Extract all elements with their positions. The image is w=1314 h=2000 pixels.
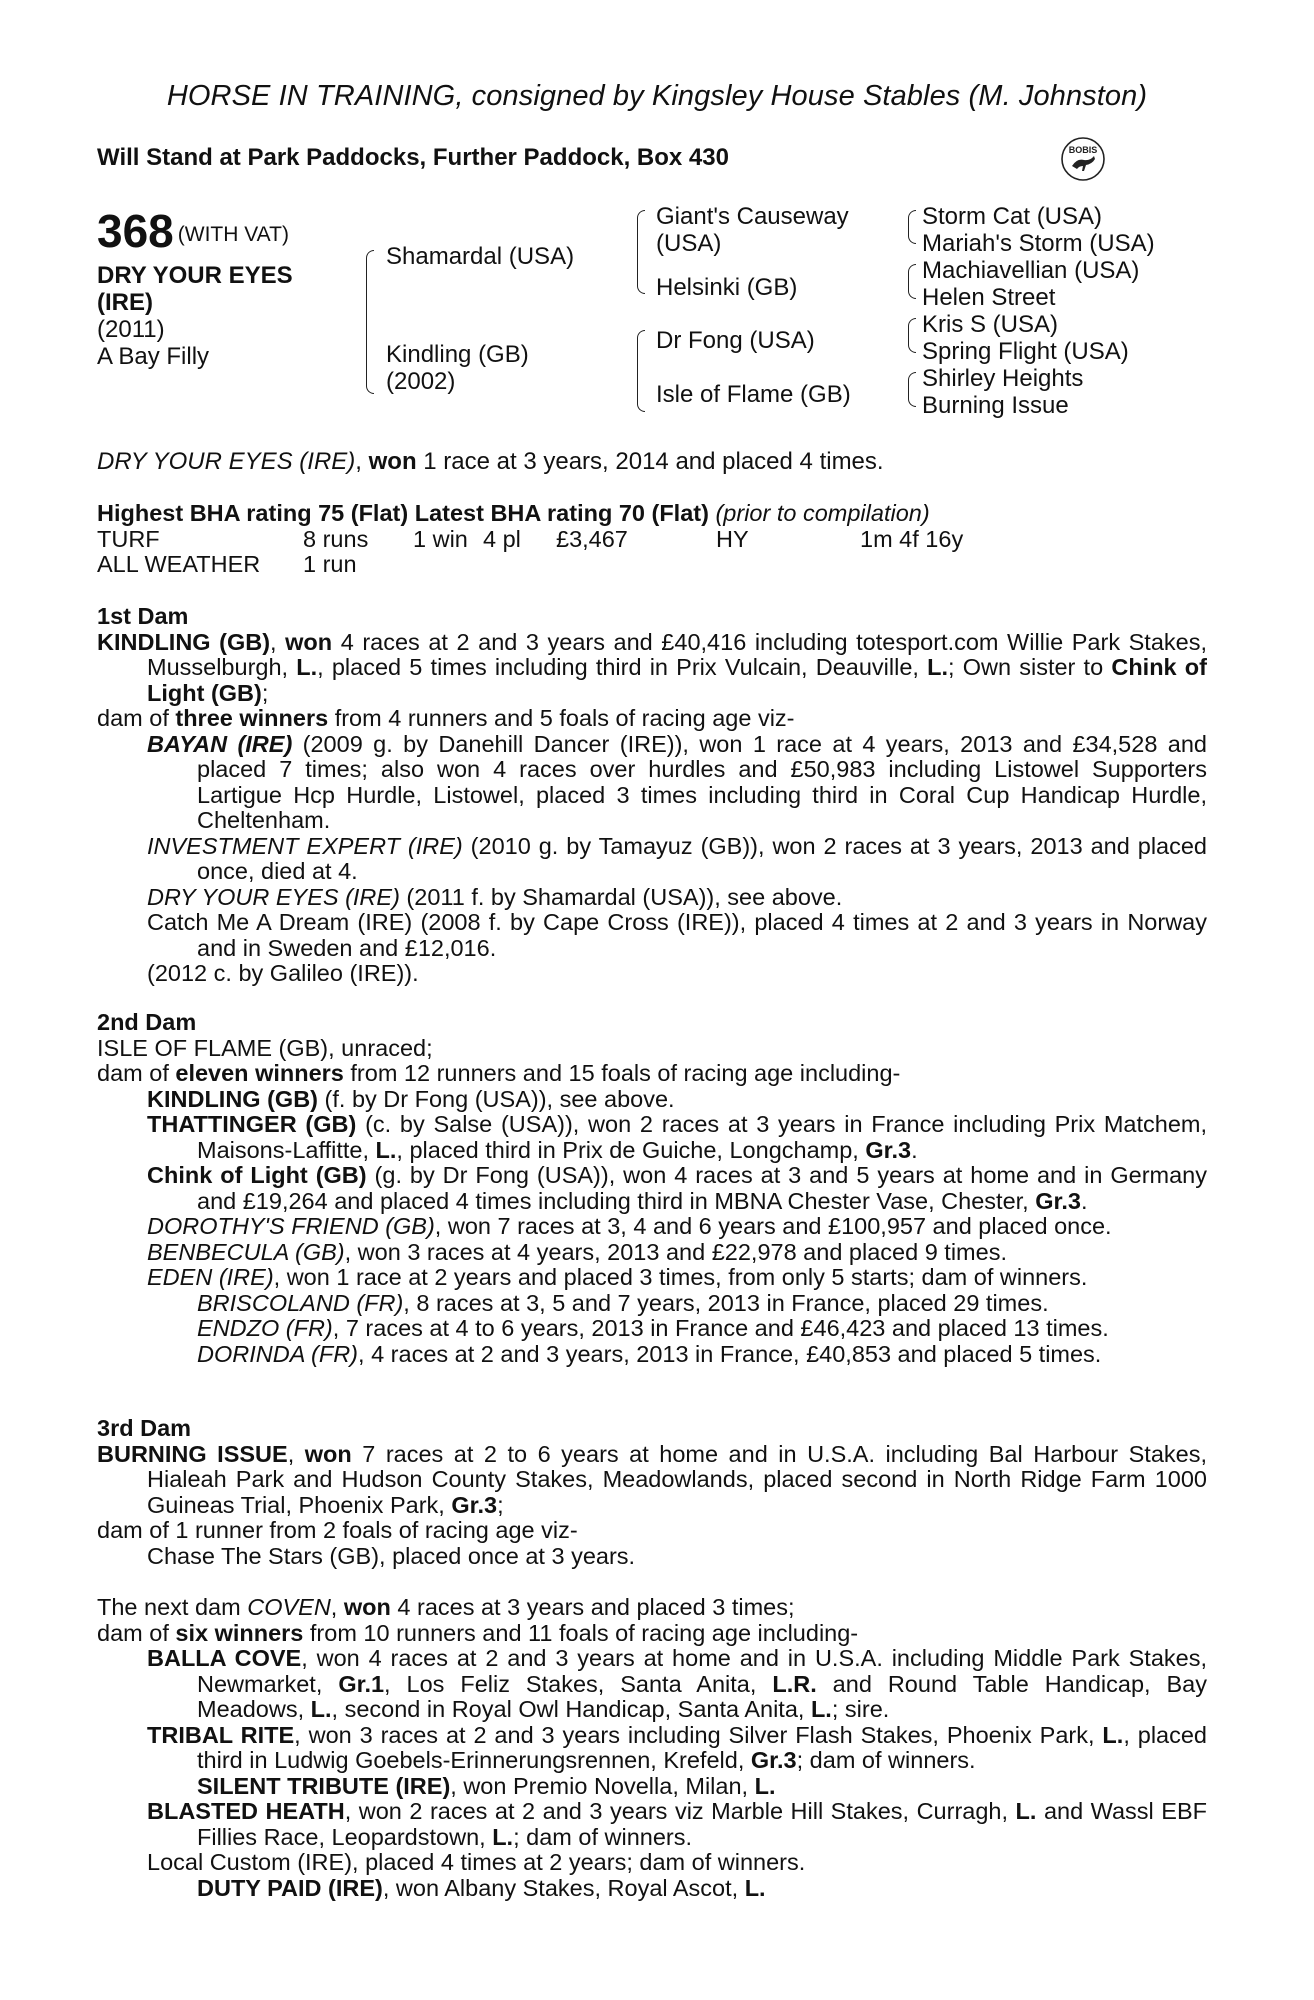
second-dam-heading: 2nd Dam [97,1009,197,1035]
turf-wins: 1 win [413,525,468,552]
page-title: HORSE IN TRAINING, consigned by Kingsley House Stables (M. Johnston) [166,80,1148,112]
turf-money: £3,467 [556,525,628,552]
third-dam-heading: 3rd Dam [97,1415,192,1441]
third-dam-section [97,1416,1207,1569]
pedigree-dam: Kindling (GB) [386,341,529,368]
pedigree-ddd: Burning Issue [922,392,1069,419]
produce-investment-expert: INVESTMENT EXPERT (IRE) (2010 g. by Tamayuz (GB)), won 2 races at 3 years, 2013 and placed once, died at 4. [147,832,1207,884]
turf-runs: 8 runs [303,525,369,552]
produce-eden: EDEN (IRE), won 1 race at 2 years and placed 3 times, from only 5 starts; dam of winners. [147,1264,1088,1290]
pedigree-dam-dam: Isle of Flame (GB) [656,381,851,408]
pedigree-brace-main [366,250,374,394]
rating-block [97,501,1207,578]
produce-chase-the-stars: Chase The Stars (GB), placed once at 3 years. [147,1542,636,1569]
second-dam-produce-intro: dam of eleven winners from 12 runners and 15 foals of racing age including- [97,1060,901,1086]
produce-tribal-rite: TRIBAL RITE, won 3 races at 2 and 3 years including Silver Flash Stakes, Phoenix Park, L., placed third in Ludwig Goebels-Erinnerungsrennen, Krefeld, Gr.3; dam of winners. [147,1721,1207,1773]
aw-label: ALL WEATHER [97,551,261,577]
pedigree-sire-dam: Helsinki (GB) [656,274,798,301]
next-dam-section [97,1595,1207,1901]
pedigree-brace-dd [908,372,916,407]
pedigree-brace-dam [637,330,645,412]
turf-going: HY [716,525,749,552]
turf-placed: 4 pl [483,525,521,552]
produce-dorinda: DORINDA (FR), 4 races at 2 and 3 years, 2013 in France, £40,853 and placed 5 times. [197,1340,1102,1367]
pedigree-brace-sire [637,210,645,294]
lot-number-block [97,206,289,260]
vat-label: (WITH VAT) [177,223,289,246]
produce-endzo: ENDZO (FR), 7 races at 4 to 6 years, 2013 in France and £46,423 and placed 13 times. [197,1315,1109,1341]
logo-text: BOBIS [1068,145,1098,155]
pedigree-sds: Machiavellian (USA) [922,257,1140,284]
produce-silent-tribute: SILENT TRIBUTE (IRE), won Premio Novella, Milan, L. [197,1772,776,1799]
produce-duty-paid: DUTY PAID (IRE), won Albany Stakes, Royal Ascot, L. [197,1874,766,1901]
produce-bayan: BAYAN (IRE) (2009 g. by Danehill Dancer (IRE)), won 1 race at 4 years, 2013 and £34,528 and placed 7 times; also won 4 races over hurdles and £50,983 including Listowel Supporters Lartigue Hcp Hurdle, Listowel, placed 3 times including third in Coral Cup Handicap Hurdle, Cheltenham. [147,730,1207,833]
pedigree-brace-sd [908,264,916,299]
turf-label: TURF [97,525,160,552]
first-dam-section [97,604,1207,987]
produce-blasted-heath: BLASTED HEATH, won 2 races at 2 and 3 years viz Marble Hill Stakes, Curragh, L. and Wassl EBF Fillies Race, Leopardstown, L.; dam of winners. [147,1798,1207,1850]
pedigree-brace-ds [908,318,916,353]
turf-record [97,527,1207,553]
bobis-logo-icon [1060,136,1106,182]
second-dam-record: ISLE OF FLAME (GB), unraced; [97,1034,433,1061]
pedigree-sire-sire: Giant's Causeway [656,203,849,230]
third-dam-produce-intro: dam of 1 runner from 2 foals of racing age viz- [97,1517,578,1543]
next-dam-produce-intro: dam of six winners from 10 runners and 11 foals of racing age including- [97,1619,859,1646]
pedigree-sss: Storm Cat (USA) [922,203,1103,230]
first-dam-heading: 1st Dam [97,603,189,629]
produce-catch-me-a-dream: Catch Me A Dream (IRE) (2008 f. by Cape Cross (IRE)), placed 4 times at 2 and 3 years in Norway and in Sweden and £12,016. [147,909,1207,961]
next-dam-record: The next dam COVEN, won 4 races at 3 years and placed 3 times; [97,1594,795,1620]
pedigree-ssd: Mariah's Storm (USA) [922,230,1155,257]
all-weather-record [97,552,1207,578]
produce-briscoland: BRISCOLAND (FR), 8 races at 3, 5 and 7 years, 2013 in France, placed 29 times. [197,1289,1049,1316]
pedigree-sire: Shamardal (USA) [386,243,575,270]
lot-number: 368 [97,205,174,257]
race-summary: DRY YOUR EYES (IRE), won 1 race at 3 years, 2014 and placed 4 times. [97,448,884,475]
rating-bold: Highest BHA rating 75 (Flat) Latest BHA rating 70 (Flat) [97,500,709,526]
pedigree-dsd: Spring Flight (USA) [922,338,1129,365]
stand-location: Will Stand at Park Paddocks, Further Paddock, Box 430 [97,144,729,171]
horse-year: (2011) [97,316,165,343]
summary-horse-name: DRY YOUR EYES (IRE) [97,448,356,475]
aw-runs: 1 run [303,551,357,577]
second-dam-section [97,1010,1207,1367]
summary-text: 1 race at 3 years, 2014 and placed 4 times. [416,448,884,475]
summary-won: won [368,448,417,475]
produce-benbecula: BENBECULA (GB), won 3 races at 4 years, 2013 and £22,978 and placed 9 times. [147,1238,1007,1265]
produce-dry-your-eyes: DRY YOUR EYES (IRE) (2011 f. by Shamardal (USA)), see above. [147,883,843,910]
produce-balla-cove: BALLA COVE, won 4 races at 2 and 3 years at home and in U.S.A. including Middle Park Stakes, Newmarket, Gr.1, Los Feliz Stakes, Santa Anita, L.R. and Round Table Handicap, Bay Meadows, L., second in Royal Owl Handicap, Santa Anita, L.; sire. [147,1645,1207,1722]
pedigree-dam-year: (2002) [386,368,456,395]
pedigree-dss: Kris S (USA) [922,311,1059,338]
first-dam-record: KINDLING (GB), won 4 races at 2 and 3 years and £40,416 including totesport.com Willie Park Stakes, Musselburgh, L., placed 5 times including third in Prix Vulcain, Deauville, L.; Own sister to Chink of Light (GB); [97,628,1207,706]
produce-kindling: KINDLING (GB) (f. by Dr Fong (USA)), see above. [147,1085,675,1112]
horse-sex: A Bay Filly [97,343,210,370]
pedigree-dds: Shirley Heights [922,365,1084,392]
produce-chink-of-light: Chink of Light (GB) (g. by Dr Fong (USA)), won 4 races at 3 and 5 years at home and in Germany and £19,264 and placed 4 times including third in MBNA Chester Vase, Chester, Gr.3. [147,1162,1208,1214]
produce-local-custom: Local Custom (IRE), placed 4 times at 2 years; dam of winners. [147,1849,806,1875]
horse-name: DRY YOUR EYES [97,262,293,289]
first-dam-produce-intro: dam of three winners from 4 runners and 5 foals of racing age viz- [97,705,795,731]
produce-thattinger: THATTINGER (GB) (c. by Salse (USA)), won 2 races at 3 years in France including Prix Matchem, Maisons-Laffitte, L., placed third in Prix de Guiche, Longchamp, Gr.3. [147,1111,1207,1163]
horse-country: (IRE) [97,289,153,316]
pedigree-sire-sire-country: (USA) [656,230,722,257]
produce-2012-colt: (2012 c. by Galileo (IRE)). [147,960,419,986]
pedigree-dam-sire: Dr Fong (USA) [656,327,815,354]
pedigree-sdd: Helen Street [922,284,1056,311]
turf-distance: 1m 4f 16y [860,525,964,552]
rating-note: (prior to compilation) [715,500,930,526]
pedigree-brace-ss [908,210,916,244]
horse-details [97,262,293,370]
produce-dorothys-friend: DOROTHY'S FRIEND (GB), won 7 races at 3, 4 and 6 years and £100,957 and placed once. [147,1213,1112,1239]
third-dam-record: BURNING ISSUE, won 7 races at 2 to 6 years at home and in U.S.A. including Bal Harbour Stakes, Hialeah Park and Hudson County Stakes, Meadowlands, placed second in North Ridge Farm 1000 Guineas Trial, Phoenix Park, Gr.3; [97,1440,1208,1518]
